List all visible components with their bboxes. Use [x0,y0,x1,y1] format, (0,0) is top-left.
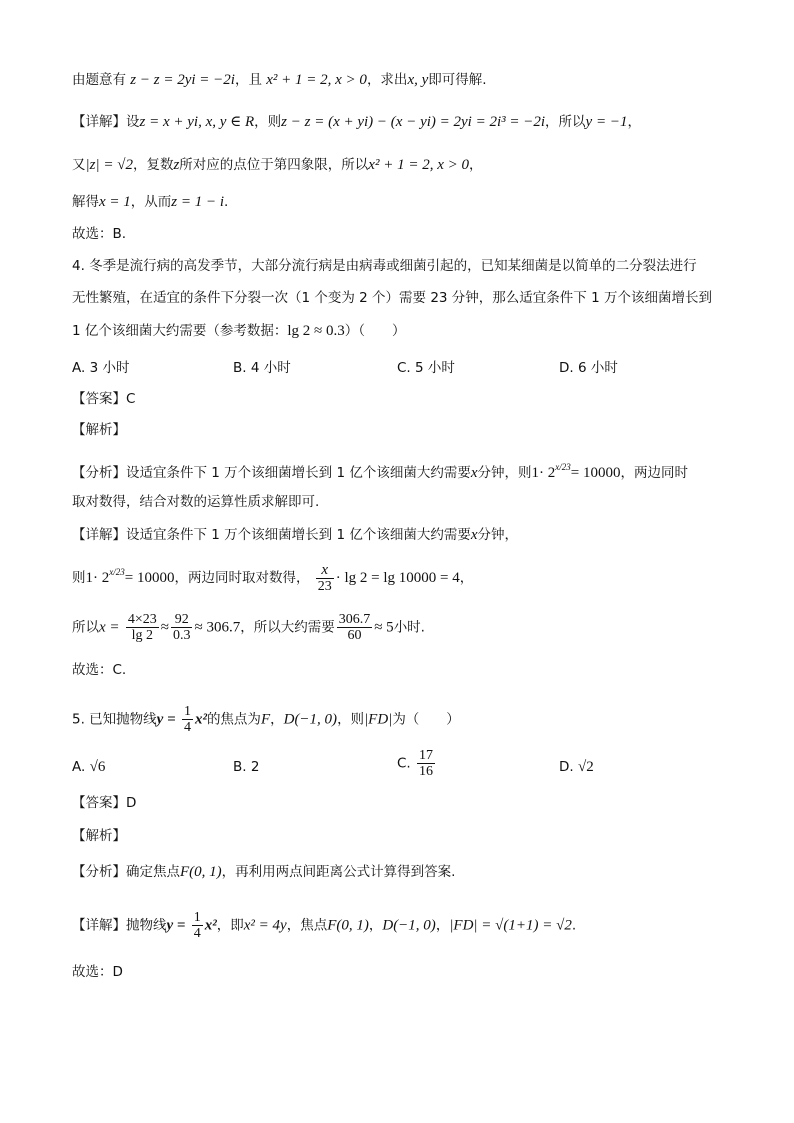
formula: z = x + yi, x, y ∈ R [139,114,255,130]
analysis-label: 【解析】 [72,422,126,438]
formula: z − z = 2yi = −2i [130,72,235,88]
question-4-line-2: 无性繁殖，在适宜的条件下分裂一次（1 个变为 2 个）需要 23 分钟，那么适宜条件下 1 万个该细菌增长到 [72,290,712,306]
text: ，则 [337,711,365,728]
fraction: $\frac{x}{23}$ [317,561,332,594]
text: 则 [72,570,86,586]
option-c: C. 5 小时 [397,360,455,376]
text: 【详解】设 [72,114,140,130]
formula: x² + 1 = 2, x > 0 [266,72,367,88]
q4-detail-line-1 [72,525,518,545]
text: ，则 [254,114,282,130]
text: ，求出 [366,72,408,88]
formula: |z| = √2 [85,157,133,173]
formula: lg 2 ≈ 0.3 [287,323,345,339]
text: 小时. [393,619,425,636]
question-5-line-1 [72,704,460,735]
text: ， [435,917,450,934]
text: 又 [72,157,86,173]
text: ，两边同时取对数得， [174,570,310,586]
q5-detail-line [72,910,576,941]
formula: ≈ 5 [374,619,394,636]
text: 5. 已知抛物线 [72,711,157,728]
text: ， [627,114,641,130]
text: 【分析】设适宜条件下 1 万个该细菌增长到 1 亿个该细菌大约需要 [72,465,471,481]
option-a: A. √6 [72,759,106,775]
text: 【详解】设适宜条件下 1 万个该细菌增长到 1 亿个该细菌大约需要 [72,527,471,543]
text: ， [468,157,483,173]
text: ， [270,711,284,728]
q4-analysis-line-2: 取对数得，结合对数的运算性质求解即可. [72,494,320,510]
answer-label: 【答案】C [72,391,136,407]
text: 【分析】确定焦点 [72,864,180,880]
choice-line: 故选：B. [72,226,127,242]
formula: z − z = (x + yi) − (x − yi) = 2yi = 2i³ = −2i [281,114,546,130]
solution-line-2 [72,112,641,132]
text: 由题意有 [72,72,126,88]
fraction: $\frac{92}{0.3}$ [172,612,191,643]
text: ， [459,570,474,586]
formula: F(0, 1) [180,864,222,880]
text: ，从而 [130,194,172,210]
formula: x = [99,619,120,636]
formula: F(0, 1) [327,917,369,934]
option-b: B. 2 [233,759,260,775]
choice-line: 故选：C. [72,662,127,678]
text: ，复数 [132,157,174,173]
formula: = 10000 [570,465,621,481]
fraction: $\frac{1}{4}$ [193,910,201,941]
text: ，再利用两点间距离公式计算得到答案. [221,864,456,880]
formula: ≈ 306.7 [194,619,241,636]
option-d: D. 6 小时 [559,360,618,376]
formula: · lg 2 = lg 10000 = 4 [335,570,460,586]
text: 解得 [72,194,99,210]
formula: 1· 2 [85,570,110,586]
formula: F [260,711,271,728]
text: 1 亿个该细菌大约需要（参考数据： [72,323,288,339]
answer-label: 【答案】D [72,795,137,811]
q4-analysis-line-1 [72,457,688,483]
formula: 1· 2 [531,465,556,481]
text: . [224,194,229,210]
text: . [571,917,577,934]
text: ，两边同时 [620,465,688,481]
option-a: A. 3 小时 [72,360,130,376]
solution-line-4 [72,192,228,212]
formula: x = 1 [99,194,131,210]
formula: y = −1 [585,114,628,130]
solution-line-1 [72,70,487,90]
formula: x² + 1 = 2, x > 0 [368,157,469,173]
formula: x² [204,917,217,934]
text: ，即 [216,917,244,934]
text: 所以 [72,619,99,636]
formula: x [470,527,478,543]
formula: D(−1, 0) [283,711,338,728]
exponent: x/23 [109,567,125,577]
text: 分钟， [477,527,519,543]
formula: x [470,465,478,481]
option-d: D. √2 [559,759,594,775]
text: ，所以大约需要 [240,619,335,636]
text: ，所以 [545,114,586,130]
solution-line-3 [72,155,482,175]
formula: y = [156,711,176,728]
text: ）（ ） [344,323,406,339]
exponent: x/23 [555,462,571,472]
formula: x, y [407,72,429,88]
formula: D(−1, 0) [382,917,436,934]
fraction: $\frac{1}{4}$ [183,704,191,735]
fraction: $\frac{306.7}{60}$ [338,612,371,643]
text: 分钟，则 [477,465,532,481]
q4-detail-line-2 [72,562,473,594]
formula: y = [166,917,186,934]
question-4-line-1: 4. 冬季是流行病的高发季节，大部分流行病是由病毒或细菌引起的，已知某细菌是以简单的二分裂法进行 [72,258,697,274]
text: ，且 [234,72,262,88]
formula: x² = 4y [243,917,287,934]
option-c: C. $\frac{17}{16}$ [397,748,434,779]
text: ，焦点 [286,917,328,934]
q4-detail-line-3 [72,612,425,643]
formula: = 10000 [124,570,175,586]
text: 即可得解. [428,72,487,88]
formula: |FD| = √(1+1) = √2 [449,917,572,934]
text: 的焦点为 [206,711,261,728]
text: 所对应的点位于第四象限，所以 [179,157,369,173]
formula: z [173,157,180,173]
fraction: $\frac{4\times 23}{\lg 2}$ [127,612,157,643]
question-4-line-3 [72,321,406,341]
text: 【详解】抛物线 [72,917,167,934]
q5-analysis-line [72,862,455,882]
choice-line: 故选：D [72,964,123,980]
formula: x² [194,711,207,728]
option-b: B. 4 小时 [233,360,291,376]
formula: |FD| [364,711,393,728]
text: 为（ ） [392,711,460,728]
formula: ≈ [160,619,169,636]
formula: z = 1 − i [171,194,225,210]
text: ， [368,917,383,934]
analysis-label: 【解析】 [72,828,126,844]
